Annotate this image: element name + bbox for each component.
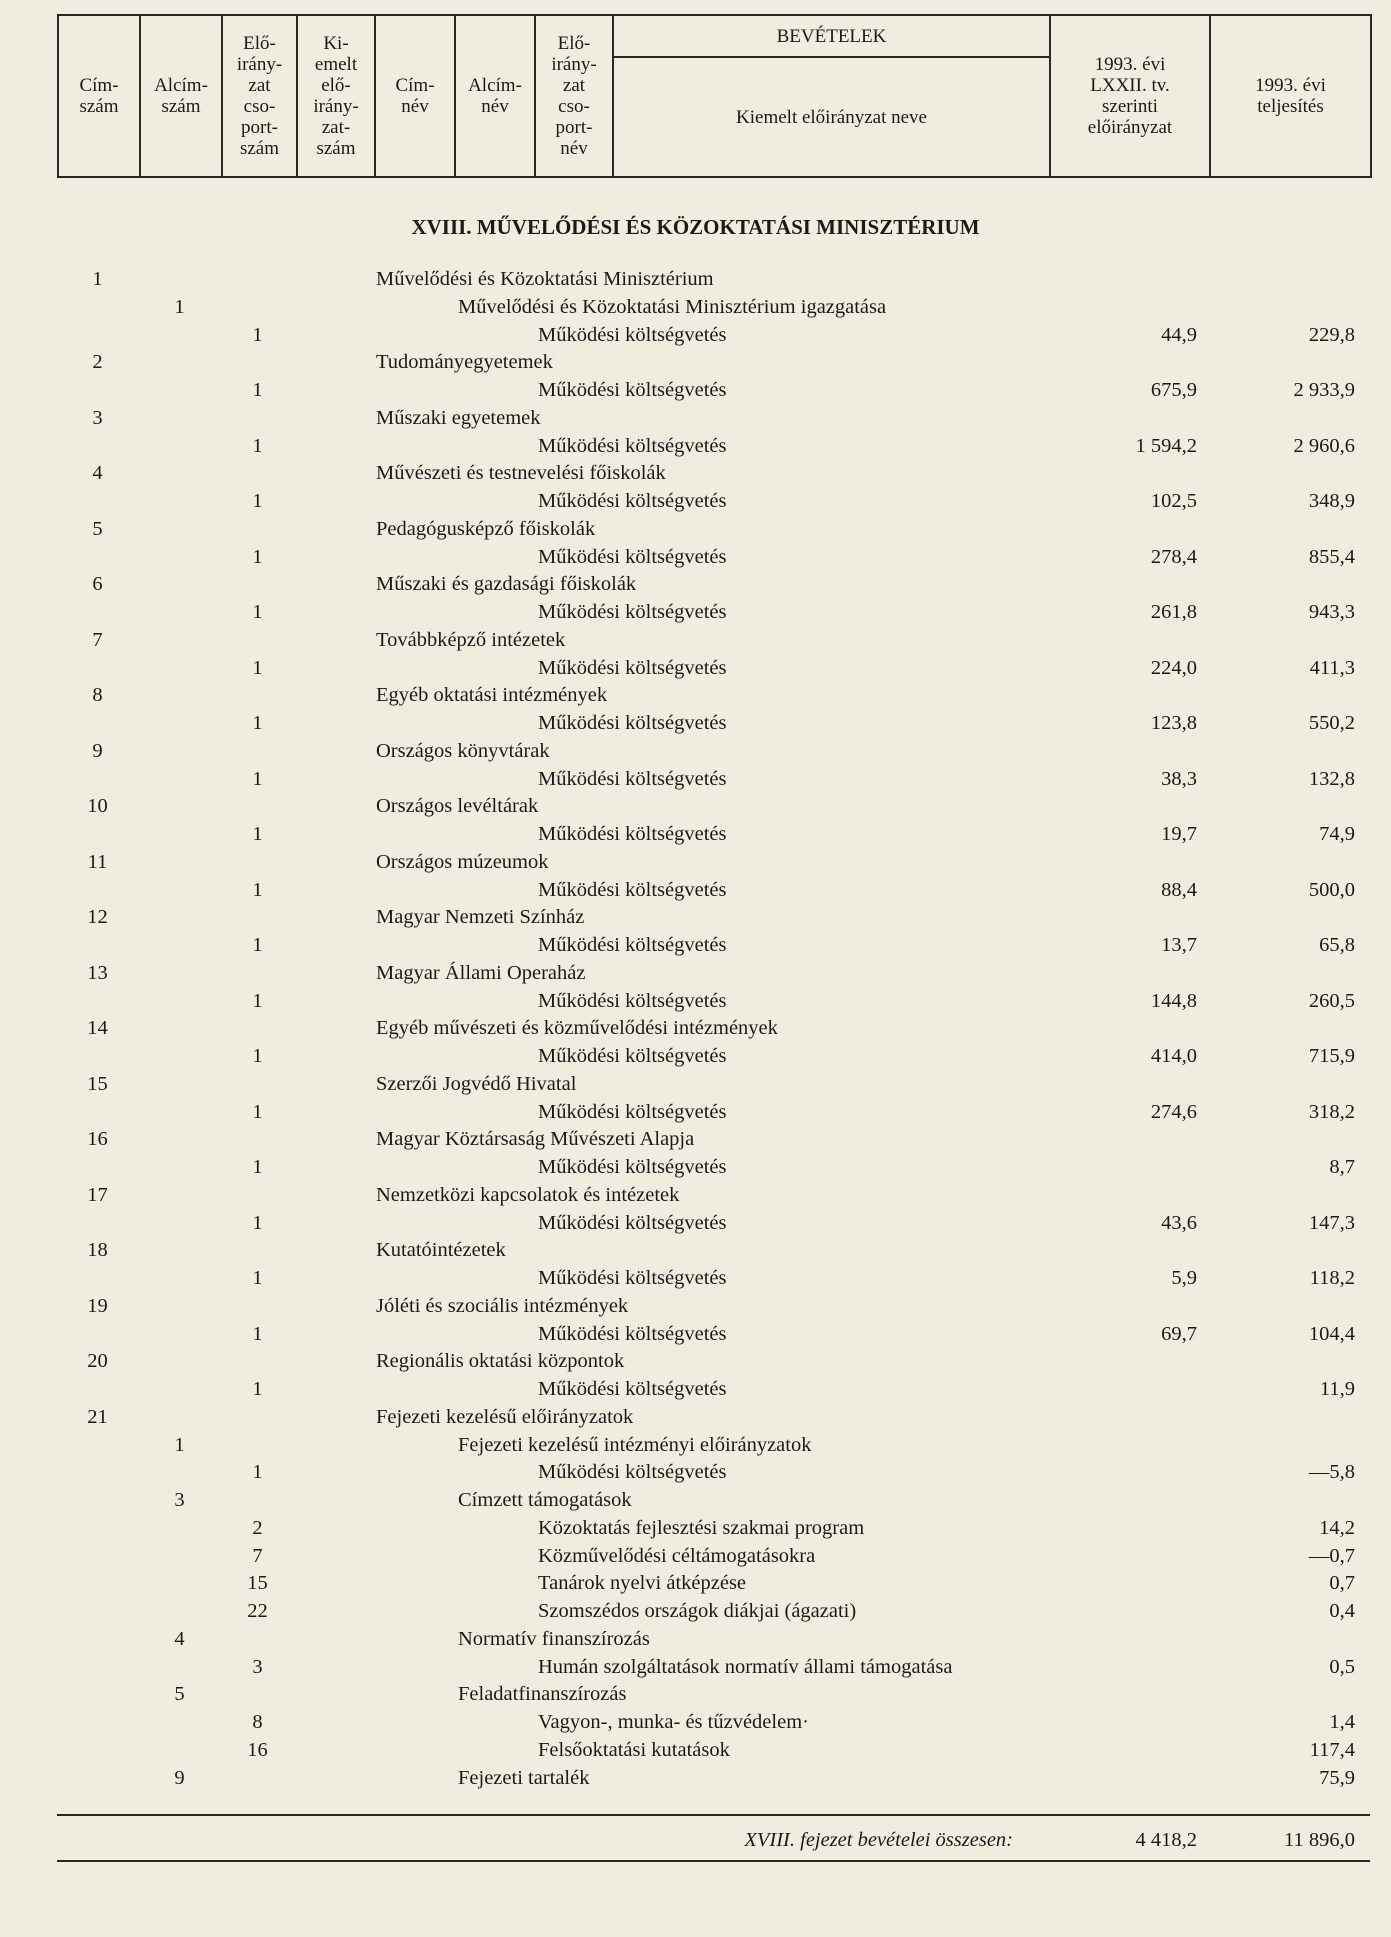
table-row [0,766,1391,794]
eloiranyzat-nev: Működési költségvetés [538,1378,727,1400]
alcimszam: 4 [174,1627,185,1650]
value-eloiranyzat: 144,8 [1150,989,1197,1012]
table-row [0,460,1391,488]
eloiranyzat-nev: Működési költségvetés [538,1100,727,1123]
alcimszam: 1 [174,295,185,318]
csoportszam: 1 [252,1045,263,1067]
cimszam: 9 [92,739,103,762]
cim-nev: Országos levéltárak [376,795,539,818]
table-row [0,1321,1391,1349]
cimszam: 7 [92,628,103,651]
table-row [0,1654,1391,1682]
csoportszam: 1 [252,379,263,401]
value-eloiranyzat: 88,4 [1161,878,1197,901]
value-teljesites: 65,8 [1319,934,1355,956]
eloiranyzat-nev: Működési költségvetés [538,1267,727,1289]
cimszam: 8 [92,684,103,707]
cimszam: 5 [92,517,103,540]
cim-nev: Művészeti és testnevelési főiskolák [376,462,666,485]
header-kiemelt-eloiranyzatszam: Ki- emelt elő- irány- zat- szám [297,15,375,177]
table-row [0,1071,1391,1099]
table-row [0,738,1391,766]
total-row [0,1826,1391,1854]
alcim-nev: Normatív finanszírozás [458,1627,650,1650]
csoportszam: 22 [247,1600,268,1622]
header-cimszam: Cím- szám [58,15,140,177]
table-row [0,821,1391,849]
table-row [0,1376,1391,1404]
cim-nev: Regionális oktatási központok [376,1350,625,1373]
table-row [0,599,1391,627]
cim-nev: Magyar Köztársaság Művészeti Alapja [376,1128,695,1151]
csoportszam: 2 [252,1516,263,1539]
csoportszam: 3 [252,1655,263,1678]
eloiranyzat-nev: Tanárok nyelvi átképzése [538,1572,747,1595]
csoportszam: 1 [252,323,263,346]
value-teljesites: 14,2 [1319,1516,1355,1539]
value-eloiranyzat: 278,4 [1150,545,1197,568]
csoportszam: 1 [252,656,263,679]
table-row [0,405,1391,433]
alcimszam: 9 [174,1766,185,1789]
table-row [0,877,1391,905]
cimszam: 2 [92,351,103,374]
table-row [0,1182,1391,1210]
cim-nev: Műszaki és gazdasági főiskolák [376,573,637,596]
eloiranyzat-nev: Működési költségvetés [538,601,727,623]
value-teljesites: 11,9 [1319,1378,1355,1400]
eloiranyzat-nev: Működési költségvetés [538,1322,727,1345]
csoportszam: 1 [252,1461,263,1484]
table-row [0,1765,1391,1793]
table-row [0,1404,1391,1432]
value-teljesites: 0,7 [1329,1572,1355,1595]
budget-rows [0,266,1391,1792]
eloiranyzat-nev: Működési költségvetés [538,490,727,512]
alcim-nev: Címzett támogatások [458,1489,632,1511]
csoportszam: 16 [247,1738,268,1761]
eloiranyzat-nev: Működési költségvetés [538,1045,727,1067]
cimszam: 13 [87,961,108,984]
csoportszam: 1 [252,989,263,1012]
eloiranyzat-nev: Működési költségvetés [538,1211,727,1234]
value-teljesites: 855,4 [1308,545,1355,568]
value-teljesites: —5,8 [1308,1461,1355,1484]
value-teljesites: 118,2 [1309,1267,1355,1289]
value-teljesites: 229,8 [1308,323,1355,346]
eloiranyzat-nev: Működési költségvetés [538,934,727,956]
value-teljesites: 260,5 [1308,989,1355,1012]
cimszam: 18 [87,1239,108,1262]
table-row [0,571,1391,599]
table-row [0,627,1391,655]
alcim-nev: Fejezeti tartalék [458,1766,590,1789]
table-row [0,1099,1391,1127]
table-row [0,1543,1391,1571]
value-eloiranyzat: 13,7 [1161,934,1197,956]
table-row [0,1210,1391,1238]
csoportszam: 1 [252,1322,263,1345]
table-row [0,655,1391,683]
table-row [0,544,1391,572]
csoportszam: 1 [252,1100,263,1123]
eloiranyzat-nev: Közoktatás fejlesztési szakmai program [538,1516,865,1539]
table-row [0,433,1391,461]
csoportszam: 1 [252,823,263,845]
total-value-teljesites: 11 896,0 [1284,1829,1355,1851]
cim-nev: Fejezeti kezelésű előirányzatok [376,1405,634,1428]
table-row [0,488,1391,516]
total-top-rule [57,1814,1370,1816]
csoportszam: 15 [247,1572,268,1595]
alcim-nev: Művelődési és Közoktatási Minisztérium igazgatása [458,295,887,318]
cim-nev: Egyéb oktatási intézmények [376,684,608,707]
value-eloiranyzat: 44,9 [1161,323,1197,346]
table-row [0,1015,1391,1043]
table-row [0,1265,1391,1293]
eloiranyzat-nev: Működési költségvetés [538,545,727,568]
eloiranyzat-nev: Vagyon-, munka- és tűzvédelem· [538,1711,809,1733]
table-row [0,516,1391,544]
value-eloiranyzat: 274,6 [1150,1100,1197,1123]
value-eloiranyzat: 224,0 [1150,656,1197,679]
eloiranyzat-nev: Működési költségvetés [538,823,727,845]
cimszam: 20 [87,1350,108,1373]
cim-nev: Országos múzeumok [376,850,549,873]
value-teljesites: 132,8 [1308,767,1355,790]
value-eloiranyzat: 5,9 [1171,1267,1197,1289]
cimszam: 10 [87,795,108,818]
eloiranyzat-nev: Felsőoktatási kutatások [538,1738,730,1761]
alcim-nev: Fejezeti kezelésű intézményi előirányzatok [458,1433,812,1456]
table-row [0,349,1391,377]
eloiranyzat-nev: Működési költségvetés [538,767,727,790]
table-row [0,960,1391,988]
cimszam: 1 [92,268,103,290]
cim-nev: Továbbképző intézetek [376,628,566,651]
alcimszam: 5 [174,1683,185,1706]
table-row [0,1598,1391,1626]
csoportszam: 1 [252,1211,263,1234]
table-row [0,1432,1391,1460]
value-eloiranyzat: 38,3 [1161,767,1197,790]
cim-nev: Magyar Nemzeti Színház [376,906,585,929]
value-teljesites: 0,4 [1329,1600,1355,1622]
table-row [0,1154,1391,1182]
cimszam: 14 [87,1017,108,1040]
eloiranyzat-nev: Szomszédos országok diákjai (ágazati) [538,1600,857,1622]
cimszam: 4 [92,462,103,485]
cim-nev: Pedagógusképző főiskolák [376,517,596,540]
table-row [0,294,1391,322]
value-teljesites: 715,9 [1308,1045,1355,1067]
table-row [0,1709,1391,1737]
table-row [0,1043,1391,1071]
value-teljesites: 348,9 [1308,490,1355,512]
table-row [0,1126,1391,1154]
eloiranyzat-nev: Működési költségvetés [538,434,727,457]
value-eloiranyzat: 261,8 [1150,601,1197,623]
table-row [0,1237,1391,1265]
csoportszam: 1 [252,1156,263,1178]
table-row [0,1293,1391,1321]
table-row [0,793,1391,821]
chapter-title: XVIII. MŰVELŐDÉSI ÉS KÖZOKTATÁSI MINISZTÉRIUM [411,215,980,239]
eloiranyzat-nev: Működési költségvetés [538,379,727,401]
value-eloiranyzat: 43,6 [1161,1211,1197,1234]
csoportszam: 8 [252,1711,263,1733]
value-eloiranyzat: 414,0 [1150,1045,1197,1067]
cimszam: 3 [92,406,103,429]
value-teljesites: —0,7 [1308,1544,1355,1567]
alcimszam: 3 [174,1489,185,1511]
table-row [0,1348,1391,1376]
cim-nev: Jóléti és szociális intézmények [376,1294,629,1317]
value-teljesites: 104,4 [1308,1322,1355,1345]
value-teljesites: 2 933,9 [1293,379,1355,401]
eloiranyzat-nev: Közművelődési céltámogatásokra [538,1544,816,1567]
csoportszam: 1 [252,434,263,457]
value-teljesites: 318,2 [1308,1100,1355,1123]
table-row [0,1681,1391,1709]
cim-nev: Szerzői Jogvédő Hivatal [376,1072,577,1095]
csoportszam: 1 [252,490,263,512]
column-header-table [57,14,1372,178]
value-teljesites: 2 960,6 [1293,434,1355,457]
table-row [0,710,1391,738]
eloiranyzat-nev: Működési költségvetés [538,878,727,901]
eloiranyzat-nev: Működési költségvetés [538,1156,727,1178]
csoportszam: 1 [252,545,263,568]
table-row [0,1487,1391,1515]
value-teljesites: 74,9 [1319,823,1355,845]
value-teljesites: 500,0 [1308,878,1355,901]
table-row [0,322,1391,350]
eloiranyzat-nev: Működési költségvetés [538,712,727,734]
csoportszam: 1 [252,712,263,734]
csoportszam: 7 [252,1544,263,1567]
header-eloiranyzat-csoportszam: Elő- irány- zat cso- port- szám [222,15,297,177]
total-label: XVIII. fejezet bevételei összesen: [744,1829,1013,1851]
value-teljesites: 1,4 [1329,1711,1355,1733]
cim-nev: Országos könyvtárak [376,739,550,762]
header-group-bevetelek: BEVÉTELEK [613,15,1050,57]
value-teljesites: 411,3 [1309,656,1355,679]
cim-nev: Műszaki egyetemek [376,406,541,429]
cimszam: 17 [87,1183,108,1206]
table-row [0,1459,1391,1487]
total-value-eloiranyzat: 4 418,2 [1135,1829,1197,1851]
table-row [0,1626,1391,1654]
csoportszam: 1 [252,601,263,623]
eloiranyzat-nev: Működési költségvetés [538,1461,727,1484]
value-eloiranyzat: 69,7 [1161,1322,1197,1345]
cimszam: 19 [87,1294,108,1317]
value-teljesites: 147,3 [1308,1211,1355,1234]
cim-nev: Egyéb művészeti és közművelődési intézmények [376,1017,778,1040]
cimszam: 21 [87,1405,108,1428]
csoportszam: 1 [252,934,263,956]
table-row [0,1570,1391,1598]
table-row [0,932,1391,960]
header-1993-tv-eloiranyzat: 1993. évi LXXII. tv. szerinti előirányzat [1050,15,1210,177]
table-row [0,849,1391,877]
eloiranyzat-nev: Működési költségvetés [538,656,727,679]
value-eloiranyzat: 675,9 [1150,379,1197,401]
csoportszam: 1 [252,767,263,790]
header-eloiranyzat-csoportnev: Elő- irány- zat cso- port- név [535,15,613,177]
cimszam: 16 [87,1128,108,1151]
cim-nev: Művelődési és Közoktatási Minisztérium [376,268,714,290]
cim-nev: Nemzetközi kapcsolatok és intézetek [376,1183,680,1206]
header-kiemelt-eloiranyzat-neve: Kiemelt előirányzat neve [613,57,1050,177]
cim-nev: Tudományegyetemek [376,351,553,374]
alcimszam: 1 [174,1433,185,1456]
header-alcimnev: Alcím- név [455,15,535,177]
total-bottom-rule [57,1860,1370,1862]
value-teljesites: 8,7 [1329,1156,1355,1178]
header-cimnev: Cím- név [375,15,455,177]
value-eloiranyzat: 123,8 [1150,712,1197,734]
header-1993-teljesites: 1993. évi teljesítés [1210,15,1371,177]
alcim-nev: Feladatfinanszírozás [458,1683,627,1706]
value-eloiranyzat: 19,7 [1161,823,1197,845]
table-row [0,377,1391,405]
value-teljesites: 943,3 [1308,601,1355,623]
table-row [0,1515,1391,1543]
table-row [0,1737,1391,1765]
value-eloiranyzat: 102,5 [1150,490,1197,512]
cim-nev: Magyar Állami Operaház [376,961,586,984]
csoportszam: 1 [252,1378,263,1400]
cimszam: 6 [92,573,103,596]
value-teljesites: 0,5 [1329,1655,1355,1678]
table-row [0,682,1391,710]
table-row [0,904,1391,932]
eloiranyzat-nev: Humán szolgáltatások normatív állami támogatása [538,1655,953,1678]
header-alcimszam: Alcím- szám [140,15,222,177]
cimszam: 12 [87,906,108,929]
csoportszam: 1 [252,878,263,901]
value-eloiranyzat: 1 594,2 [1135,434,1197,457]
value-teljesites: 75,9 [1319,1766,1355,1789]
eloiranyzat-nev: Működési költségvetés [538,323,727,346]
table-row [0,988,1391,1016]
eloiranyzat-nev: Működési költségvetés [538,989,727,1012]
table-row [0,266,1391,294]
cimszam: 15 [87,1072,108,1095]
value-teljesites: 550,2 [1308,712,1355,734]
value-teljesites: 117,4 [1309,1738,1355,1761]
cim-nev: Kutatóintézetek [376,1239,506,1262]
cimszam: 11 [87,850,108,873]
csoportszam: 1 [252,1267,263,1289]
